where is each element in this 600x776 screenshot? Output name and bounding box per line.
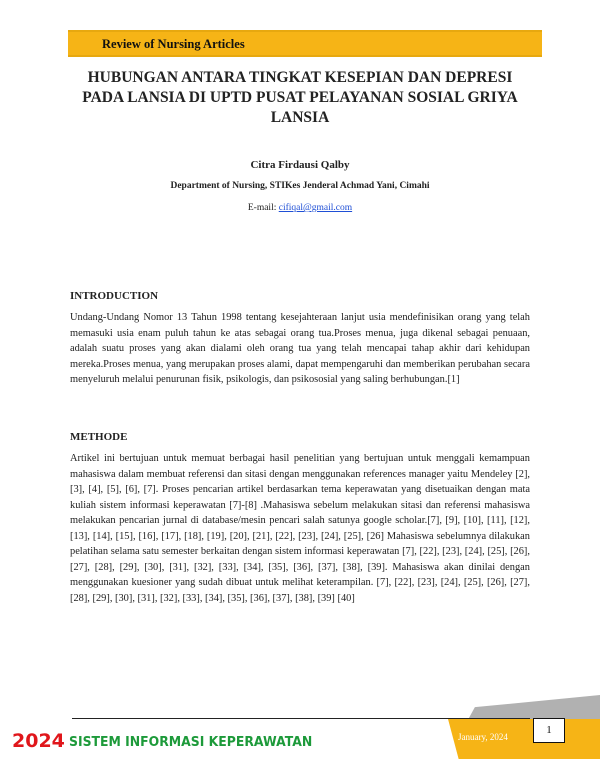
section-heading-introduction: INTRODUCTION [70,290,159,302]
email-link[interactable]: cifiqal@gmail.com [278,203,353,213]
email-label: E-mail: [247,203,277,213]
journal-header-band [68,30,542,57]
footer-journal-name: SISTEM INFORMASI KEPERAWATAN [69,734,313,750]
introduction-paragraph: Undang-Undang Nomor 13 Tahun 1998 tentang kesejahteraan lanjut usia mendefinisikan orang yang telah memasuki usia enam puluh tahun ke atas sebagai orang tua.Proses menua, juga dikenal sebagai penuaan, adalah suatu proses yang akan dialami oleh orang tua yang telah mencapai tahap akhir dari kehidupan mereka.Proses menua, yang merupakan proses alami, dapat mempengaruhi dan memberikan perubahan secara menyeluruh melalui penurunan fisik, psikologis, dan psikososial yang saling berhubungan.[1] [70,312,530,385]
methode-paragraph: Artikel ini bertujuan untuk memuat berbagai hasil penelitian yang bertujuan untuk menggali kemampuan mahasiswa dalam membuat referensi dan sitasi dengan menggunakan references manager yaitu Mendeley [2], [3], [4], [5], [6], [7]. Proses pencarian artikel berdasarkan tema keperawatan yang disetuaikan dengan mata kuliah sistem informasi keperawatan [7]-[8] .Mahasiswa sebelum melakukan sitasi dan referensi mahasiswa melakukan pencarian jurnal di database/mesin pencari salah satunya google scholar.[7], [9], [10], [11], [12], [13], [14], [15], [16], [17], [18], [19], [20], [21], [22], [23], [24], [25], [26] Mahasiswa sebelumnya dilakukan pelatihan selama satu semester berkaitan dengan sistem informasi keperawatan [7], [22], [23], [24], [25], [26], [27], [28], [29], [30], [31], [32], [33], [34], [35], [36], [37], [38], [39]. Mahasiswa akan dinilai dengan menggunakan kuesioner yang sudah dibuat untuk melihat keterampilan. [7], [22], [23], [24], [25], [26], [27], [28], [29], [30], [31], [32], [33], [34], [35], [36], [37], [38], [39] [40] [70,453,530,604]
article-title: HUBUNGAN ANTARA TINGKAT KESEPIAN DAN DEPRESI PADA LANSIA DI UPTD PUSAT PELAYANAN SOSIAL GRIYA LANSIA [82,69,518,126]
author-affiliation: Department of Nursing, STIKes Jenderal Achmad Yani, Cimahi [170,181,430,191]
author-email-line [0,203,600,213]
footer-rule [72,718,530,719]
page-number: 1 [533,718,565,743]
section-heading-methode: METHODE [70,431,128,443]
footer-year: 2024 [12,730,65,752]
author-name: Citra Firdausi Qalby [250,159,350,171]
journal-section-label: Review of Nursing Articles [102,37,245,51]
footer-date: January, 2024 [458,732,508,742]
